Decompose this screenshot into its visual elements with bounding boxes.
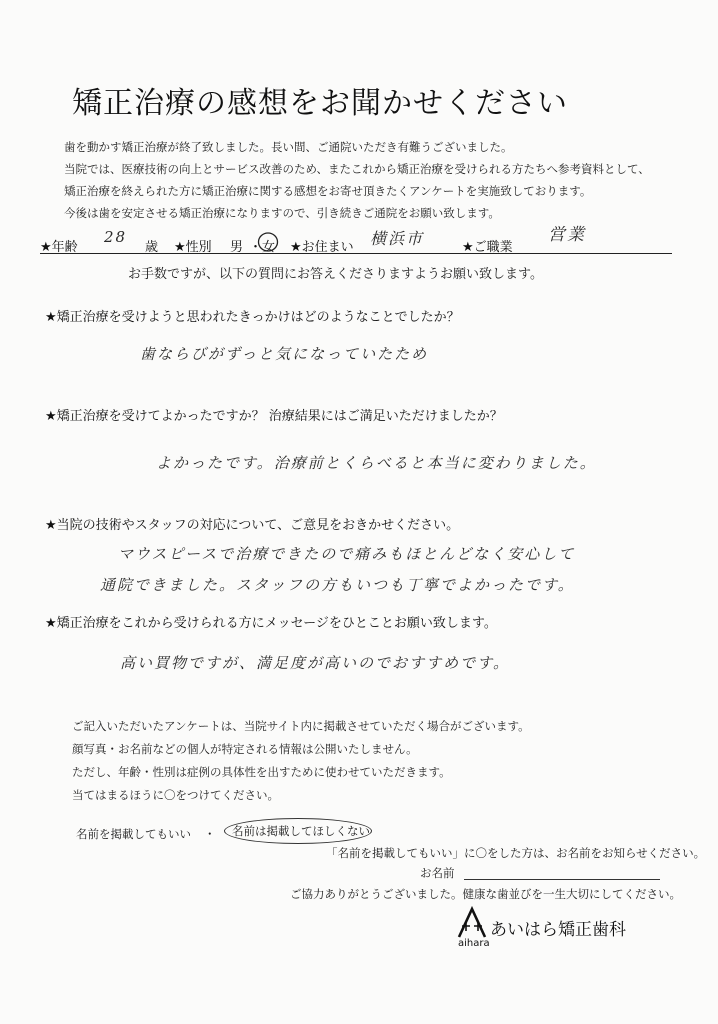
selection-circle-icon: [257, 231, 279, 253]
intro-line-1: 歯を動かす矯正治療が終了致しました。長い間、ご通院いただき有難うございました。: [64, 140, 513, 154]
age-unit: 歳: [145, 240, 159, 255]
answer-2-line-1[interactable]: よかったです。治療前とくらべると本当に変わりました。: [156, 454, 597, 472]
name-field[interactable]: [464, 865, 660, 880]
profile-underline: [40, 253, 672, 254]
gender-label: ★性別: [174, 240, 212, 255]
answer-1-line-1[interactable]: 歯ならびがずっと気になっていたため: [140, 345, 429, 363]
age-label: ★年齢: [40, 240, 78, 255]
note-line-3: ただし、年齢・性別は症例の具体性を出すために使わせていただきます。: [72, 765, 451, 779]
intro-line-3: 矯正治療を終えられた方に矯正治療に関する感想をお寄せ頂きたくアンケートを実施致しております。: [64, 184, 592, 198]
note-line-4: 当てはまるほうに〇をつけてください。: [72, 788, 279, 802]
occupation-label: ★ご職業: [462, 240, 513, 255]
intro-line-2: 当院では、医療技術の向上とサービス改善のため、またこれから矯正治療を受けられる方たちへ参考資料として、: [64, 162, 650, 176]
question-3: ★当院の技術やスタッフの対応について、ご意見をおきかせください。: [45, 518, 460, 533]
occupation-value[interactable]: 営業: [548, 225, 586, 245]
answer-4-line-1[interactable]: 高い買物ですが、満足度が高いのでおすすめです。: [120, 654, 510, 672]
consent-option-yes[interactable]: 名前を掲載してもいい: [76, 827, 191, 841]
question-1: ★矯正治療を受けようと思われたきっかけはどのようなことでしたか？: [45, 310, 460, 325]
intro-line-4: 今後は歯を安定させる矯正治療になりますので、引き続きご通院をお願い致します。: [64, 206, 500, 220]
consent-separator: ・: [204, 827, 216, 841]
consent-instruction: 「名前を掲載してもいい」に〇をした方は、お名前をお知らせください。: [326, 846, 706, 860]
question-4: ★矯正治療をこれから受けられる方にメッセージをひとことお願い致します。: [45, 616, 497, 631]
age-value[interactable]: 28: [104, 228, 128, 246]
residence-label: ★お住まい: [290, 240, 354, 255]
consent-option-no[interactable]: 名前は掲載してほしくない: [232, 824, 370, 838]
answer-3-line-2[interactable]: 通院できました。スタッフの方もいつも丁寧でよかったです。: [100, 576, 575, 594]
residence-value[interactable]: 横浜市: [370, 229, 425, 248]
gender-separator: ・: [249, 240, 263, 255]
question-2: ★矯正治療を受けてよかったですか？ 治療結果にはご満足いただけましたか？: [45, 409, 503, 424]
clinic-romaji: aihara: [458, 938, 490, 949]
note-line-2: 顔写真・お名前などの個人が特定される情報は公開いたしません。: [72, 742, 418, 756]
gender-male[interactable]: 男: [230, 240, 244, 255]
page-title: 矯正治療の感想をお聞かせください: [72, 86, 568, 121]
note-line-1: ご記入いただいたアンケートは、当院サイト内に掲載させていただく場合がございます。: [72, 719, 530, 733]
name-label: お名前: [420, 866, 455, 880]
thanks-text: ご協力ありがとうございました。健康な歯並びを一生大切にしてください。: [290, 887, 681, 901]
clinic-logo-icon: [456, 906, 488, 940]
gender-female[interactable]: 女: [262, 240, 276, 255]
answer-3-line-1[interactable]: マウスピースで治療できたので痛みもほとんどなく安心して: [118, 545, 576, 563]
clinic-name: あいはら矯正歯科: [490, 920, 626, 940]
request-text: お手数ですが、以下の質問にお答えくださりますようお願い致します。: [128, 267, 543, 282]
